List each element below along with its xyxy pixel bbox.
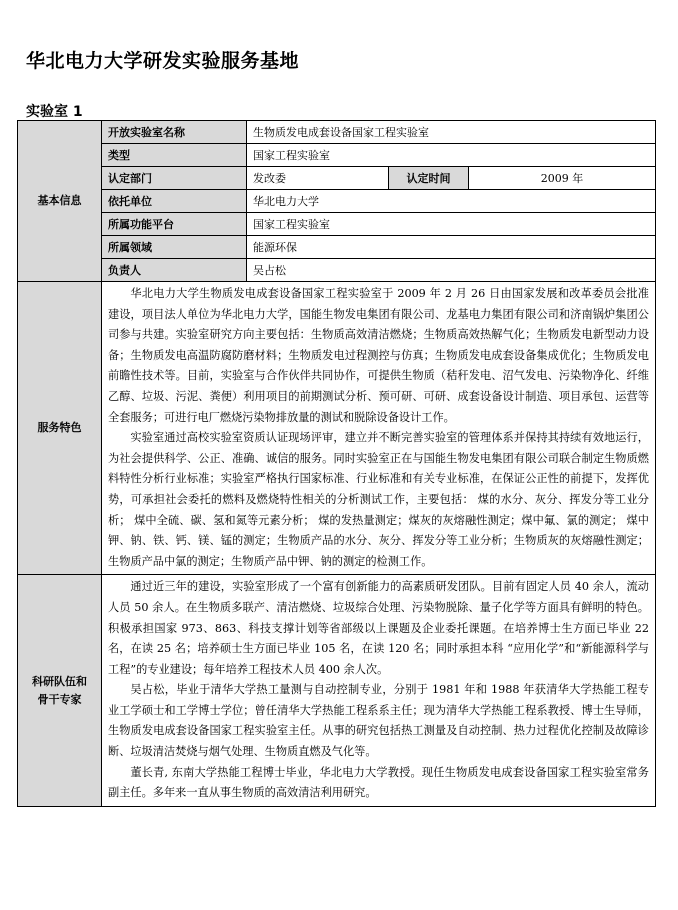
table-row [18, 282, 656, 575]
field-value: 国家工程实验室 [247, 144, 656, 167]
table-row [18, 213, 656, 236]
field-value: 华北电力大学 [247, 190, 656, 213]
paragraph: 通过近三年的建设，实验室形成了一个富有创新能力的高素质研发团队。目前有固定人员 40 余人，流动人员 50 余人。在生物质多联产、清洁燃烧、垃圾综合处理、污染物脱除、量子化学等方面具有鲜明的特色。积极承担国家 973、863、科技支撑计划等省部级以上课题及企业委托课题。在培养博士生方面已毕业 22 名，在读 25 名；培养硕士生方面已毕业 105 名，在读 120 名；同时承担本科 “应用化学”和“新能源科学与工程”的专业建设；每年培养工程技术人员 400 余人次。 [108, 580, 649, 676]
field-value: 国家工程实验室 [247, 213, 656, 236]
service-description [102, 282, 656, 575]
field-value: 生物质发电成套设备国家工程实验室 [247, 121, 656, 144]
table-row [18, 190, 656, 213]
field-value: 能源环保 [247, 236, 656, 259]
table-row [18, 575, 656, 807]
paragraph: 华北电力大学生物质发电成套设备国家工程实验室于 2009 年 2 月 26 日由国家发展和改革委员会批准建设，项目法人单位为华北电力大学，国能生物发电集团有限公司、龙基电力集团有限公司和济南锅炉集团公司参与共建。实验室研究方向主要包括：生物质高效清洁燃烧；生物质高效热解气化；生物质发电新型动力设备；生物质发电高温防腐防磨材料；生物质发电过程测控与仿真；生物质发电成套设备集成优化；生物质发电前瞻性技术等。目前，实验室与合作伙伴共同协作，可提供生物质（秸秆发电、沼气发电、污染物净化、纤维乙醇、垃圾、污泥、粪便）利用项目的前期测试分析、预可研、可研、成套设备设计制造、项目承包、运营等全套服务；可进行电厂燃烧污染物排放量的测试和脱除设备设计工作。 [108, 287, 649, 424]
paragraph: 董长青, 东南大学热能工程博士毕业，华北电力大学教授。现任生物质发电成套设备国家工程实验室常务副主任。多年来一直从事生物质的高效清洁利用研究。 [108, 765, 649, 800]
field-label: 所属功能平台 [102, 213, 247, 236]
section-title: 实验室 1 [26, 104, 83, 120]
paragraph: 吴占松，毕业于清华大学热工量测与自动控制专业，分别于 1981 年和 1988 年获清华大学热能工程专业工学硕士和工学博士学位；曾任清华大学热能工程系系主任；现为清华大学热能工程系教授、博士生导师，生物质发电成套设备国家工程实验室主任。从事的研究包括热工测量及自动控制、热力过程优化控制及故障诊断、垃圾清洁焚烧与烟气处理、生物质直燃及气化等。 [108, 683, 649, 759]
field-label: 认定时间 [389, 167, 469, 190]
table-row [18, 144, 656, 167]
table-row [18, 121, 656, 144]
field-label: 认定部门 [102, 167, 247, 190]
category-team [18, 575, 102, 807]
field-label: 类型 [102, 144, 247, 167]
field-label: 所属领域 [102, 236, 247, 259]
lab-info-table [17, 120, 656, 807]
field-value: 发改委 [247, 167, 389, 190]
field-value: 吴占松 [247, 259, 656, 282]
table-row [18, 236, 656, 259]
field-label: 开放实验室名称 [102, 121, 247, 144]
category-service: 服务特色 [18, 282, 102, 575]
paragraph: 实验室通过高校实验室资质认证现场评审，建立并不断完善实验室的管理体系并保持其持续有效地运行，为社会提供科学、公正、准确、诚信的服务。同时实验室正在与国能生物发电集团有限公司联合制定生物质燃料特性分析行业标准；实验室严格执行国家标准、行业标准和有关专业标准，在保证公正性的前提下，发挥优势，可承担社会委托的燃料及燃烧特性相关的分析测试工作，主要包括： 煤的水分、灰分、挥发分等工业分析； 煤中全硫、碳、氢和氮等元素分析； 煤的发热量测定；煤灰的灰熔融性测定；煤中氟、氯的测定； 煤中钾、钠、铁、钙、镁、锰的测定；生物质产品的水分、灰分、挥发分等工业分析；生物质灰的灰熔融性测定；生物质产品中氯的测定；生物质产品中钾、钠的测定的检测工作。 [108, 431, 649, 568]
category-basic-info: 基本信息 [18, 121, 102, 282]
field-label: 负责人 [102, 259, 247, 282]
page-title: 华北电力大学研发实验服务基地 [26, 50, 300, 72]
table-row [18, 259, 656, 282]
field-label: 依托单位 [102, 190, 247, 213]
field-value: 2009 年 [469, 167, 656, 190]
table-row [18, 167, 656, 190]
team-description [102, 575, 656, 807]
category-team-label: 科研队伍和骨干专家 [32, 674, 87, 706]
